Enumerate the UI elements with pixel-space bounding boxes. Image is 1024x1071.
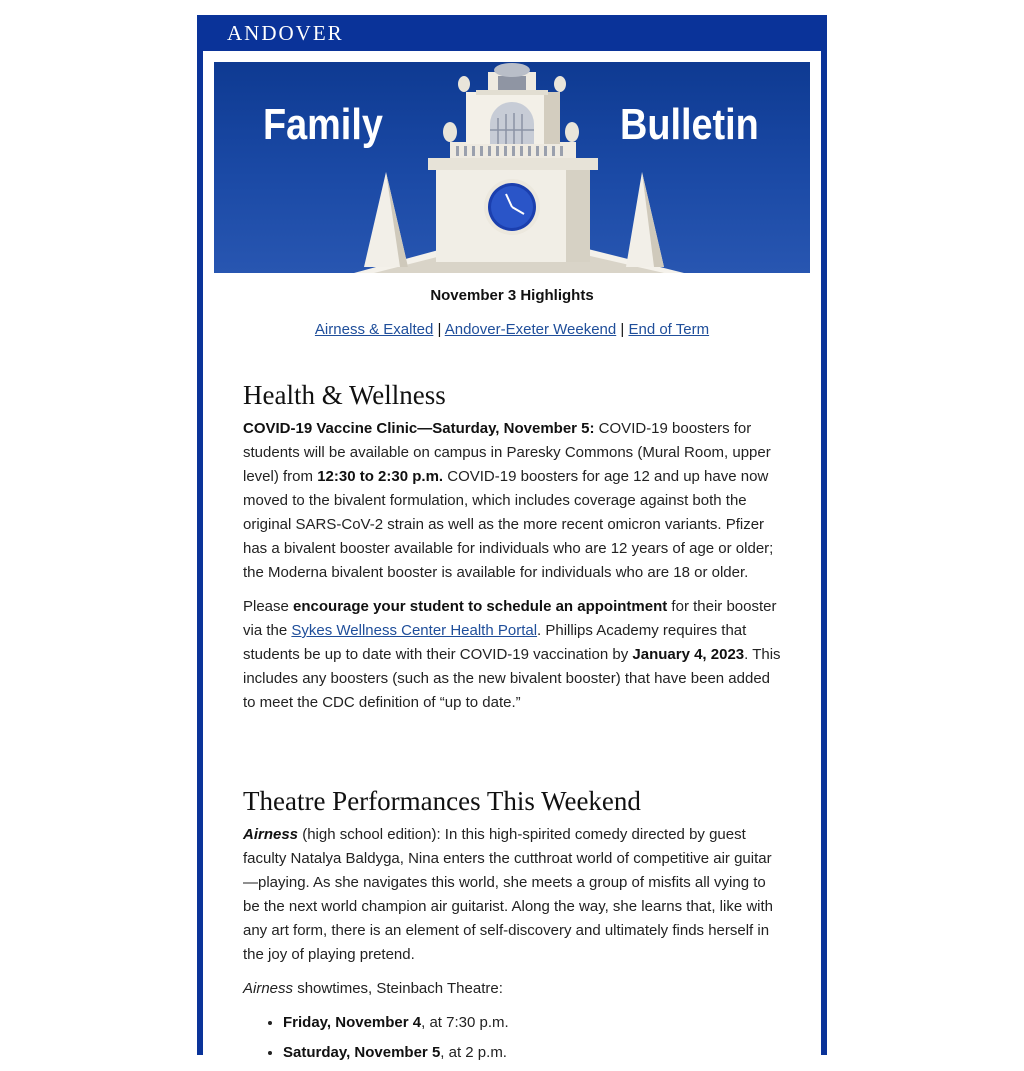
bulletin-body xyxy=(203,51,821,1061)
vaccination-deadline: January 4, 2023 xyxy=(632,646,745,663)
bulletin-frame xyxy=(197,15,827,1061)
nav-link-andover-exeter[interactable]: Andover-Exeter Weekend xyxy=(444,321,617,338)
theatre-paragraph-2: Airness showtimes, Steinbach Theatre: xyxy=(243,980,503,997)
highlights-date: November 3 Highlights xyxy=(430,287,594,304)
highlights-nav xyxy=(203,321,821,338)
nav-separator: | xyxy=(437,321,442,338)
andover-logo[interactable]: ANDOVER xyxy=(227,21,344,45)
health-paragraph-1: COVID-19 Vaccine Clinic—Saturday, November 5: COVID-19 boosters for students will be available on campus in Paresky Commons (Mural Room, upper level) from 12:30 to 2:30 p.m. COVID-19 boosters for age 12 and up have now moved to the bivalent formulation, which includes coverage against both the original SARS-CoV-2 strain as well as the more recent omicron variants. Pfizer has a bivalent booster available for individuals who are 12 years of age or older; the Moderna bivalent booster is available for individuals who are 18 or older. xyxy=(243,420,774,581)
showtimes-list xyxy=(243,1011,783,1065)
vaccine-clinic-lead: COVID-19 Vaccine Clinic—Saturday, November 5: xyxy=(243,420,595,437)
theatre-paragraph-1: Airness (high school edition): In this high-spirited comedy directed by guest faculty Natalya Baldyga, Nina enters the cutthroat world of competitive air guitar—playing. As she navigates this world, she meets a group of misfits all vying to be the next world champion air guitarist. Along the way, she learns that, like with any art form, there is an element of self-discovery and ultimately finds herself in the joy of playing pretend. xyxy=(243,826,774,963)
health-heading: Health & Wellness xyxy=(243,380,446,410)
hero-title-bulletin: Bulletin xyxy=(620,100,759,149)
hero-title-family: Family xyxy=(263,100,383,149)
list-item: • Saturday, November 5, at 2 p.m. xyxy=(283,1041,783,1065)
nav-link-airness[interactable]: Airness & Exalted xyxy=(314,321,434,338)
list-item: • Friday, November 4, at 7:30 p.m. xyxy=(283,1011,783,1035)
bulletin-content xyxy=(243,379,783,1071)
clinic-time: 12:30 to 2:30 p.m. xyxy=(317,468,444,485)
health-portal-link[interactable]: Sykes Wellness Center Health Portal xyxy=(291,622,538,639)
header-bar xyxy=(197,15,827,51)
health-paragraph-2: Please encourage your student to schedule an appointment for their booster via the Sykes Wellness Center Health Portal. Phillips Academy requires that students be up to date with their COVID-19 vaccination by January 4, 2023. This includes any boosters (such as the new bivalent booster) that have been added to meet the CDC definition of “up to date.” xyxy=(243,598,781,711)
hero-banner xyxy=(214,62,810,273)
nav-link-end-of-term[interactable]: End of Term xyxy=(628,321,710,338)
play-title: Airness xyxy=(243,826,299,843)
theatre-heading: Theatre Performances This Weekend xyxy=(243,786,641,816)
clock-tower-image xyxy=(214,62,810,273)
nav-separator: | xyxy=(620,321,625,338)
